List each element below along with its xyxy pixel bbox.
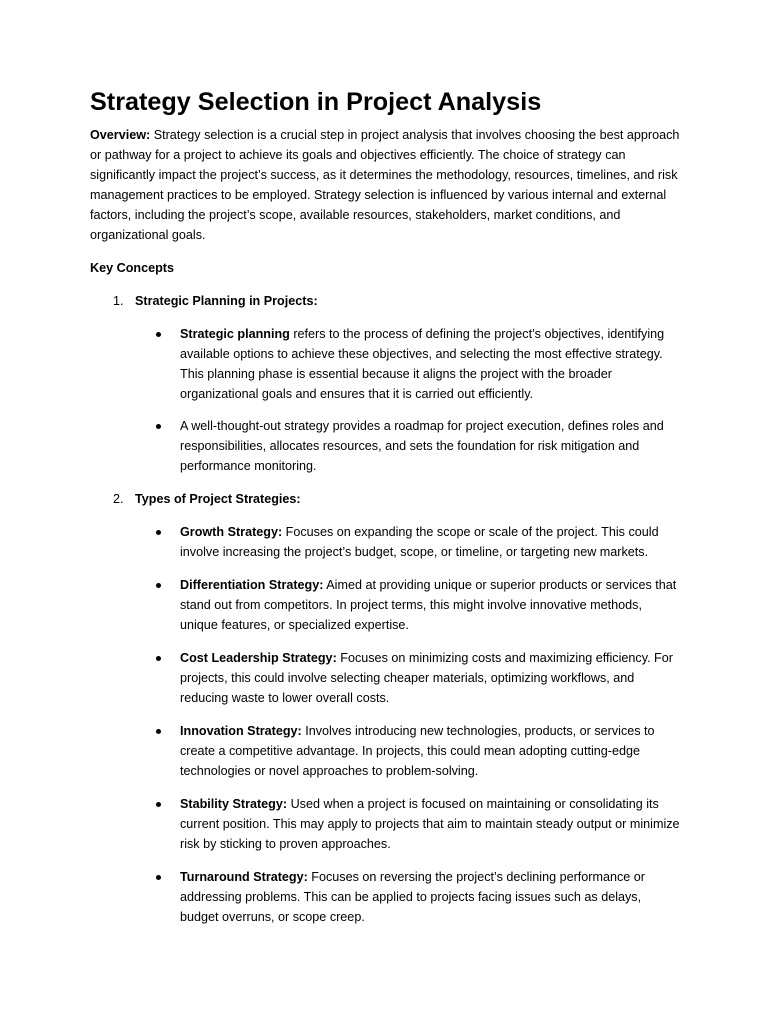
bullet-term: Innovation Strategy: [180,724,302,738]
bullet-term: Growth Strategy: [180,525,283,539]
section-1-number: 1. [113,294,124,308]
document-title: Strategy Selection in Project Analysis [90,88,542,116]
bullet-icon [156,332,161,337]
overview-label: Overview: [90,128,151,142]
bullet-text: Focuses on expanding the scope or scale of the project. This could involve increasing the project’s budget, scope, or timeline, or targeting new markets. [180,525,659,559]
list-item [180,416,680,476]
key-concepts-heading: Key Concepts [90,261,174,275]
bullet-icon [156,802,161,807]
overview-paragraph [90,125,690,245]
list-item [180,867,680,927]
overview-text: Strategy selection is a crucial step in project analysis that involves choosing the best approach or pathway for a project to achieve its goals and objectives efficiently. The choice of strategy can significantly impact the project’s success, as it determines the methodology, resources, timelines, and risk management practices to be employed. Strategy selection is influenced by various internal and external factors, including the project’s scope, available resources, stakeholders, market conditions, and organizational goals. [90,128,680,242]
list-item [180,721,680,781]
bullet-icon [156,656,161,661]
list-item [180,575,680,635]
list-item [180,794,680,854]
bullet-text: refers to the process of defining the project’s objectives, identifying available options to achieve these objectives, and selecting the most effective strategy. This planning phase is essential because it aligns the project with the broader organizational goals and ensures that it is carried out efficiently. [180,327,665,401]
bullet-icon [156,729,161,734]
bullet-text: Used when a project is focused on maintaining or consolidating its current position. This may apply to projects that aim to maintain steady output or minimize risk by sticking to proven approaches. [180,797,680,851]
bullet-text: Focuses on reversing the project’s declining performance or addressing problems. This can be applied to projects facing issues such as delays, budget overruns, or scope creep. [180,870,645,924]
section-1-title: Strategic Planning in Projects: [135,294,318,308]
bullet-term: Stability Strategy: [180,797,288,811]
bullet-text: Aimed at providing unique or superior products or services that stand out from competitors. In project terms, this might involve innovative methods, unique features, or specialized expertise. [180,578,677,632]
bullet-icon [156,424,161,429]
bullet-icon [156,583,161,588]
bullet-term: Cost Leadership Strategy: [180,651,337,665]
bullet-term: Strategic planning [180,327,290,341]
bullet-text: A well-thought-out strategy provides a roadmap for project execution, defines roles and responsibilities, allocates resources, and sets the foundation for risk mitigation and performance monitoring. [180,419,664,473]
bullet-term: Differentiation Strategy: [180,578,324,592]
bullet-text: Involves introducing new technologies, products, or services to create a competitive advantage. In projects, this could mean adopting cutting-edge technologies or novel approaches to problem-solving. [180,724,655,778]
bullet-icon [156,875,161,880]
section-2-title: Types of Project Strategies: [135,492,301,506]
bullet-term: Turnaround Strategy: [180,870,308,884]
list-item [180,324,680,404]
list-item [180,648,680,708]
bullet-text: Focuses on minimizing costs and maximizing efficiency. For projects, this could involve selecting cheaper materials, optimizing workflows, and reducing waste to lower overall costs. [180,651,673,705]
bullet-icon [156,530,161,535]
list-item [180,522,680,562]
section-2-number: 2. [113,492,124,506]
